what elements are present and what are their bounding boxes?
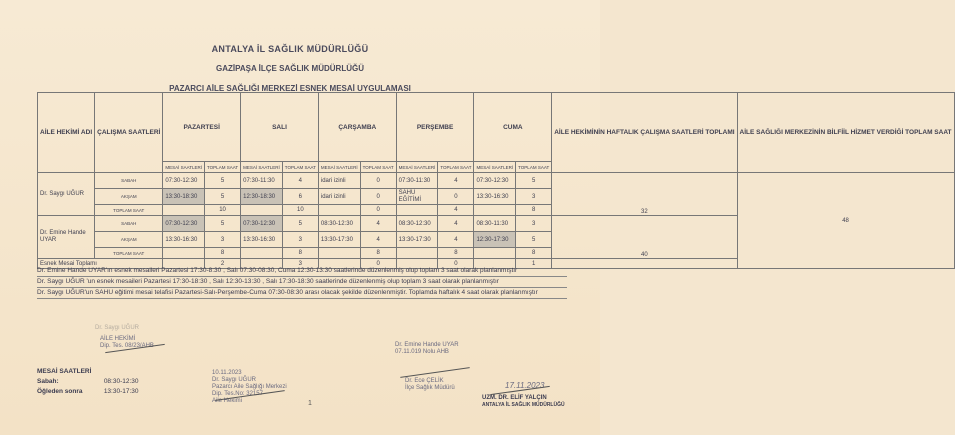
- cell: 3: [205, 232, 241, 248]
- cell: 12:30-17:30: [474, 232, 516, 248]
- cell: 5: [205, 173, 241, 189]
- header-doctor: AİLE HEKİMİ ADI: [38, 93, 95, 173]
- cell: idari izinli: [318, 189, 360, 205]
- director-stamp: UZM. DR. ELİF YALÇIN ANTALYA İL SAĞLIK MÜDÜRLÜĞÜ: [482, 395, 565, 408]
- table-row: [38, 173, 955, 189]
- cell: 0: [360, 205, 396, 216]
- doctor-name: Dr. Emine Hande UYAR: [38, 216, 95, 259]
- cell: 07:30-12:30: [163, 216, 205, 232]
- cell: 8: [360, 248, 396, 259]
- cell: 08:30-11:30: [474, 216, 516, 232]
- note: Dr. Saygı UĞUR 'un esnek mesaileri Pazartesi 17:30-18:30 , Salı 12:30-13:30 , Salı 17:30-18:30 saatlerinde düzenlenmiş olup toplam 3 saat olarak planlanmıştır: [37, 277, 567, 288]
- cell: 8: [438, 248, 474, 259]
- header-tuesday: SALI: [241, 93, 319, 162]
- note: Dr. Emine Hande UYAR'ın esnek mesaileri Pazartesi 17:30-8:30 , Salı 07:30-08:30, Cuma 12:30-13:30 saatlerinde düzenlenmiş olup toplam 3 saat olarak planlanmıştır: [37, 266, 567, 277]
- stamp-left-ghost: Dr. Saygı UĞUR: [95, 325, 140, 331]
- cell: 0: [360, 173, 396, 189]
- cell: 07:30-12:30: [241, 216, 283, 232]
- cell: 8: [282, 248, 318, 259]
- cell: 1: [516, 259, 552, 269]
- cell: 6: [282, 189, 318, 205]
- weekly-total: 32: [552, 173, 737, 216]
- header-hours: ÇALIŞMA SAATLERİ: [95, 93, 163, 173]
- cell: 8: [516, 205, 552, 216]
- stamp-left: AİLE HEKİMİ Dip. Tes. 08/23/AHB: [100, 336, 154, 349]
- cell: 10: [282, 205, 318, 216]
- cell: 4: [438, 205, 474, 216]
- sub-mesai: MESAİ SAATLERİ: [396, 162, 438, 173]
- cell: 10: [205, 205, 241, 216]
- cell: 08:30-12:30: [396, 216, 438, 232]
- notes-block: [37, 266, 567, 299]
- cell: 07:30-12:30: [163, 173, 205, 189]
- cell: 13:30-18:30: [163, 189, 205, 205]
- sub-mesai: MESAİ SAATLERİ: [474, 162, 516, 173]
- cell: 4: [282, 173, 318, 189]
- row-label-aksam: AKŞAM: [95, 189, 163, 205]
- cell: 08:30-12:30: [318, 216, 360, 232]
- cell: 07:30-12:30: [474, 173, 516, 189]
- cell: 4: [438, 232, 474, 248]
- cell: 07:30-11:30: [241, 173, 283, 189]
- sub-toplam: TOPLAM SAAT: [516, 162, 552, 173]
- stamp-right-director: Dr. Ece ÇELİK İlçe Sağlık Müdürü: [405, 378, 455, 391]
- row-label-total: TOPLAM SAAT: [95, 205, 163, 216]
- doctor-name: Dr. Saygı UĞUR: [38, 173, 95, 216]
- row-label-aksam: AKŞAM: [95, 232, 163, 248]
- sub-toplam: TOPLAM SAAT: [282, 162, 318, 173]
- title-district: GAZİPAŞA İLÇE SAĞLIK MÜDÜRLÜĞÜ: [216, 64, 364, 73]
- row-label-total: TOPLAM SAAT: [95, 248, 163, 259]
- cell: 3: [516, 189, 552, 205]
- cell: 07:30-11:30: [396, 173, 438, 189]
- cell: 5: [282, 216, 318, 232]
- sub-mesai: MESAİ SAATLERİ: [318, 162, 360, 173]
- sub-toplam: TOPLAM SAAT: [360, 162, 396, 173]
- row-label-sabah: SABAH: [95, 173, 163, 189]
- cell: 8: [516, 248, 552, 259]
- cell: 5: [205, 189, 241, 205]
- cell: 12:30-18:30: [241, 189, 283, 205]
- header-wednesday: ÇARŞAMBA: [318, 93, 396, 162]
- header-friday: CUMA: [474, 93, 552, 162]
- cell: 0: [438, 259, 474, 269]
- cell: 5: [516, 173, 552, 189]
- cell: 3: [282, 232, 318, 248]
- cell: 0: [360, 259, 396, 269]
- title-center: PAZARCI AİLE SAĞLIĞI MERKEZİ ESNEK MESAİ UYGULAMASI: [169, 84, 411, 93]
- note: Dr. Saygı UĞUR'un SAHU eğitimi mesai telafisi Pazartesi-Salı-Perşembe-Cuma 07:30-08:30 arası olacak şekilde düzenlenmiştir. Toplamda haftalık 4 saat olarak planlanmıştır: [37, 288, 567, 299]
- cell: 13:30-17:30: [396, 232, 438, 248]
- cell: idari izinli: [318, 173, 360, 189]
- schedule-table: [37, 92, 955, 269]
- mesai-sabah: Sabah: 08:30-12:30: [37, 378, 139, 385]
- cell: 5: [205, 216, 241, 232]
- cell: 13:30-17:30: [318, 232, 360, 248]
- cell: 13:30-16:30: [474, 189, 516, 205]
- cell: SAHU EĞİTİMİ: [396, 189, 438, 205]
- cell: 2: [205, 259, 241, 269]
- cell: 0: [360, 189, 396, 205]
- cell: 4: [438, 216, 474, 232]
- unit-total: 48: [737, 173, 954, 269]
- cell: 0: [438, 189, 474, 205]
- cell: 8: [205, 248, 241, 259]
- sub-mesai: MESAİ SAATLERİ: [241, 162, 283, 173]
- sub-toplam: TOPLAM SAAT: [438, 162, 474, 173]
- cell: 3: [516, 216, 552, 232]
- signature-right: [400, 367, 469, 378]
- header-monday: PAZARTESİ: [163, 93, 241, 162]
- row-label-sabah: SABAH: [95, 216, 163, 232]
- mesai-title: MESAİ SAATLERİ: [37, 368, 92, 375]
- cell: 4: [360, 232, 396, 248]
- page-number: 1: [308, 400, 312, 407]
- cell: 4: [438, 173, 474, 189]
- sub-mesai: MESAİ SAATLERİ: [163, 162, 205, 173]
- header-weekly-total: AİLE HEKİMİNİN HAFTALIK ÇALIŞMA SAATLERİ TOPLAMI: [552, 93, 737, 173]
- stamp-center: 10.11.2023 Dr. Saygı UĞUR Pazarcı Aile Sağlığı Merkezi Dip. Tes.No: 32157 Aile Hekimi: [212, 370, 287, 404]
- cell: 3: [282, 259, 318, 269]
- stamp-right: Dr. Emine Hande UYAR 07.11.019 Nolu AHB: [395, 342, 459, 355]
- cell: 13:30-16:30: [241, 232, 283, 248]
- title-province: ANTALYA İL SAĞLIK MÜDÜRLÜĞÜ: [211, 44, 369, 54]
- weekly-total: 40: [552, 216, 737, 259]
- esnek-label: Esnek Mesai Toplamı: [38, 259, 163, 269]
- mesai-ogle: Öğleden sonra 13:30-17:30: [37, 388, 139, 395]
- cell: 13:30-16:30: [163, 232, 205, 248]
- cell: 5: [516, 232, 552, 248]
- director-date: 17.11.2023: [505, 381, 545, 390]
- header-thursday: PERŞEMBE: [396, 93, 474, 162]
- cell: 4: [360, 216, 396, 232]
- header-unit-total: AİLE SAĞLIĞI MERKEZİNİN BİLFİİL HİZMET VERDİĞİ TOPLAM SAAT: [737, 93, 954, 173]
- sub-toplam: TOPLAM SAAT: [205, 162, 241, 173]
